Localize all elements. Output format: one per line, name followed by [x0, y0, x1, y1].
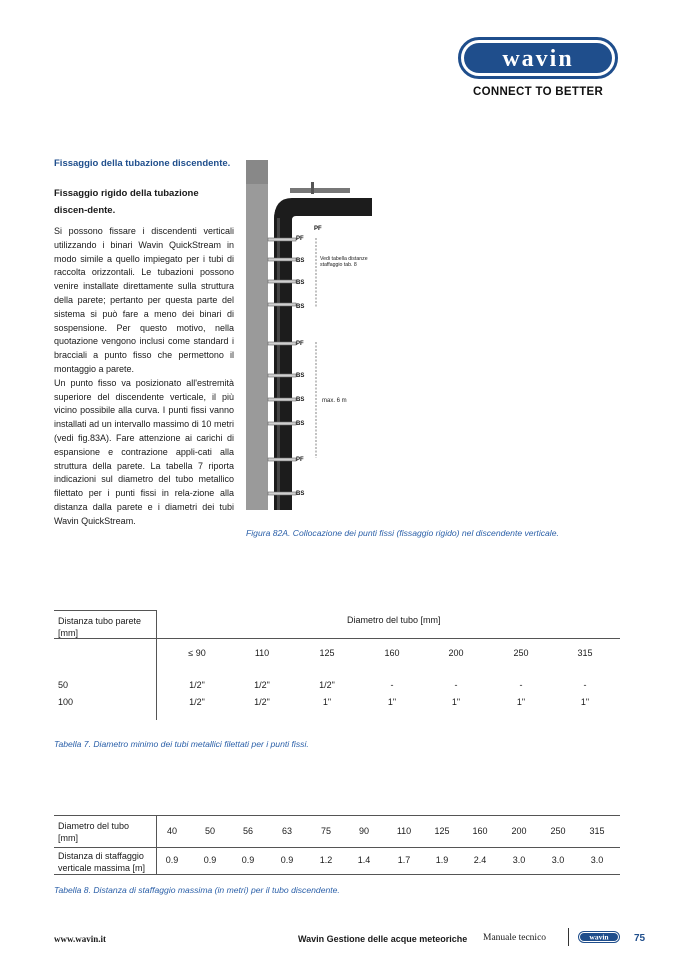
- page-number: 75: [634, 933, 646, 944]
- row-label: [58, 820, 129, 844]
- label-bs: BS: [296, 491, 305, 497]
- row-label: 50: [58, 680, 69, 690]
- divider: [54, 847, 620, 848]
- table-cell: 1/2": [319, 680, 335, 690]
- label-line: Diametro del tubo: [58, 821, 130, 831]
- hanger-plate: [290, 188, 350, 193]
- table-cell: 250: [550, 826, 566, 836]
- table-cell: -: [519, 680, 523, 690]
- table-cell: 56: [242, 826, 253, 836]
- section-title: Fissaggio della tubazione discendente.: [54, 158, 231, 169]
- label-bs: BS: [296, 373, 305, 379]
- table-cell: 75: [320, 826, 331, 836]
- label-bs: BS: [296, 304, 305, 310]
- label-pf: PF: [296, 341, 304, 347]
- hanger-rod: [311, 182, 314, 194]
- divider: [54, 610, 156, 611]
- table-header-right: Diametro del tubo [mm]: [347, 615, 441, 625]
- column-header: ≤ 90: [188, 648, 206, 658]
- column-header: 200: [448, 648, 464, 658]
- table-cell: 1": [387, 697, 397, 707]
- table-cell: 0.9: [280, 855, 294, 865]
- divider: [54, 874, 620, 875]
- label-pf: PF: [314, 226, 322, 232]
- table-cell: 0.9: [241, 855, 255, 865]
- table-header-left: [58, 615, 141, 639]
- vertical-pipe: [274, 218, 292, 510]
- label-bs: BS: [296, 280, 305, 286]
- table-cell: 1.9: [435, 855, 449, 865]
- table-8: [54, 815, 620, 875]
- table-cell: 63: [281, 826, 292, 836]
- table-cell: 125: [434, 826, 450, 836]
- column-header: 315: [577, 648, 593, 658]
- figure-caption: Figura 82A. Collocazione dei punti fissi (fissaggio rigido) nel discendente verticale.: [246, 528, 559, 538]
- table-cell: 1/2": [254, 680, 270, 690]
- paragraph: Un punto fisso va posizionato all'estremità superiore del discendente verticale, il più vicino possibile alla curva. I punti fissi vanno installati ad un intervallo massimo di 10 metri (vedi fig.83A). Fare attenzione ai carichi di espansione e contrazione appli-cati alla struttura della parete. La tabella 7 riporta indicazioni sul diametro del tubo metallico filettato per i punti fissi in rela-zione alla distanza dalla parete e i diametri dei tubi Wavin QuickStream.: [54, 377, 234, 526]
- table-cell: 160: [472, 826, 488, 836]
- table-cell: 2.4: [473, 855, 487, 865]
- table-cell: 1.2: [319, 855, 333, 865]
- body-text: [54, 225, 234, 529]
- footer-divider: [568, 928, 569, 946]
- table-cell: 50: [204, 826, 215, 836]
- column-header: 160: [384, 648, 400, 658]
- table-cell: 110: [396, 826, 412, 836]
- table-cell: 0.9: [165, 855, 179, 865]
- table-cell: 200: [511, 826, 527, 836]
- paragraph: Si possono fissare i discendenti verticali utilizzando i binari Wavin QuickStream in modo simile a quello impiegato per i tubi di raccolta orizzontali. Le tubazioni possono venire installate direttamente sulla struttura della parete; pertanto per questa parte del sistema si può fare a meno dei binari di sospensione. Per questo motivo, nella quotazione vengono inclusi come standard i bracciali a punto fisso che permettono il montaggio a parete.: [54, 226, 234, 374]
- column-header: 250: [513, 648, 529, 658]
- table-cell: 3.0: [512, 855, 526, 865]
- wavin-logo: [458, 37, 618, 79]
- column-header: 110: [254, 648, 270, 658]
- table-cell: 1.7: [397, 855, 411, 865]
- divider: [156, 610, 157, 720]
- table-cell: -: [454, 680, 458, 690]
- subsection-title: Fissaggio rigido della tubazione discen-dente.: [54, 188, 199, 216]
- table-cell: 3.0: [590, 855, 604, 865]
- row-label: [58, 850, 145, 874]
- table-8-caption: Tabella 8. Distanza di staffaggio massima (in metri) per il tubo discendente.: [54, 885, 340, 895]
- note-max: max. 6 m: [322, 398, 347, 404]
- header-line: Distanza tubo parete: [58, 616, 142, 626]
- footer-subtitle: Manuale tecnico: [483, 933, 547, 943]
- downpipe-figure: [244, 158, 384, 518]
- label-bs: BS: [296, 421, 305, 427]
- row-label: 100: [58, 697, 74, 707]
- footer-logo-text: wavin: [589, 932, 609, 942]
- table-cell: 315: [589, 826, 605, 836]
- table-cell: 1/2": [254, 697, 270, 707]
- note-spacing: Vedi tabella distanze staffaggio tab. 8: [320, 256, 368, 268]
- table-cell: 1/2": [189, 680, 205, 690]
- label-bs: BS: [296, 397, 305, 403]
- table-cell: -: [583, 680, 587, 690]
- table-cell: 1": [516, 697, 526, 707]
- label-line: verticale massima [m]: [58, 863, 146, 873]
- table-cell: 40: [166, 826, 177, 836]
- top-pipe: [292, 198, 372, 216]
- footer-title: Wavin Gestione delle acque meteoriche: [298, 934, 468, 944]
- header-line: [mm]: [58, 628, 78, 638]
- table-7: [54, 610, 620, 720]
- label-bs: BS: [296, 258, 305, 264]
- label-line: Distanza di staffaggio: [58, 851, 144, 861]
- label-pf: PF: [296, 236, 304, 242]
- table-cell: 1": [580, 697, 590, 707]
- roof-slab: [246, 160, 268, 184]
- label-line: [mm]: [58, 833, 78, 843]
- table-cell: 1.4: [357, 855, 371, 865]
- table-cell: 90: [358, 826, 369, 836]
- table-cell: 1": [451, 697, 461, 707]
- table-cell: 3.0: [551, 855, 565, 865]
- table-cell: 1": [322, 697, 332, 707]
- column-header: 125: [319, 648, 335, 658]
- wall: [246, 160, 268, 510]
- footer-wavin-logo: [578, 931, 620, 943]
- divider: [156, 815, 157, 875]
- label-pf: PF: [296, 457, 304, 463]
- tagline: CONNECT TO BETTER: [473, 86, 604, 98]
- divider: [54, 638, 620, 639]
- footer-website[interactable]: www.wavin.it: [54, 934, 107, 944]
- table-cell: 1/2": [189, 697, 205, 707]
- divider: [54, 815, 620, 816]
- logo-text: wavin: [502, 46, 574, 72]
- table-cell: -: [390, 680, 394, 690]
- table-7-caption: Tabella 7. Diametro minimo dei tubi metallici filettati per i punti fissi.: [54, 739, 309, 749]
- table-cell: 0.9: [203, 855, 217, 865]
